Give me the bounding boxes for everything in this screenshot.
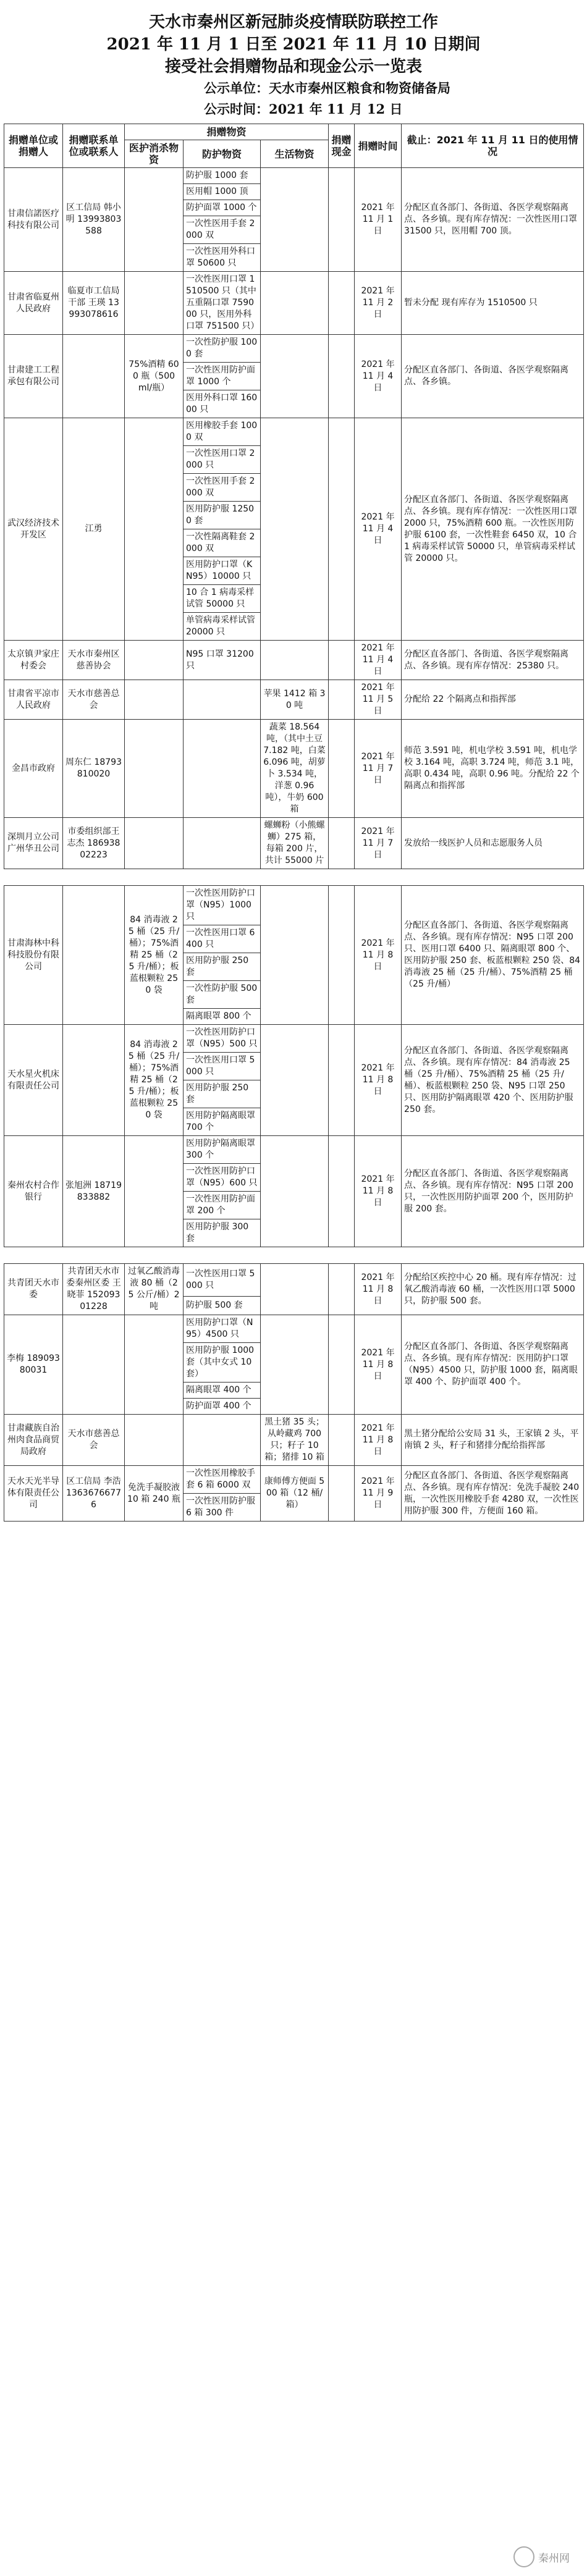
header-goods: 捐赠物资 [125,124,329,140]
medical-cell [125,272,184,335]
donor-cell: 甘肃建工工程承包有限公司 [4,335,63,418]
contact-cell: 共青团天水市委秦州区委 王晓菲 15209301228 [63,1264,125,1315]
usage-cell: 分配区直各部门、各街道、各医学观察隔离点、各乡镇。现有库存情况：医用防护口罩（N95）4500 只，防护服 1000 套，隔离眼罩 400 个、防护面罩 400 个。 [402,1315,584,1415]
cash-cell [329,1264,355,1315]
time-cell: 2021 年 11 月 8 日 [355,886,402,1025]
protective-cell: 一次性医用口罩 5000 只 [184,1264,261,1297]
table-row [4,418,584,446]
table-row [4,168,584,184]
usage-cell: 发放给一线医护人员和志愿服务人员 [402,818,584,869]
usage-cell: 师范 3.591 吨，机电学校 3.591 吨，机电学校 3.164 吨，高职 3.724 吨，师范 3.1 吨，高职 0.434 吨，高职 0.96 吨。分配给 22 个隔离点和指挥部 [402,720,584,818]
cash-cell [329,1315,355,1415]
contact-cell: 区工信局 李浩 13636766776 [63,1466,125,1522]
donor-cell: 天水天光半导体有限责任公司 [4,1466,63,1522]
header-protective: 防护物资 [184,140,261,168]
living-cell [261,1025,329,1136]
table-row [4,886,584,925]
usage-cell: 分配区直各部门、各街道、各医学观察隔离点、各乡镇。现有库存情况：N95 口罩 200 只、医用口罩 6400 只、隔离眼罩 800 个、医用防护服 250 套、板蓝根颗粒 250 袋、84 消毒液 25 桶（25 升/桶）、75%酒精 25 桶（25 升/桶） [402,886,584,1025]
publisher: 公示单位：天水市秦州区粮食和物资储备局 [204,80,450,96]
time-cell: 2021 年 11 月 8 日 [355,1315,402,1415]
time-cell: 2021 年 11 月 7 日 [355,818,402,869]
cash-cell [329,272,355,335]
medical-cell [125,168,184,272]
donor-cell: 甘肃省临夏州人民政府 [4,272,63,335]
donor-cell: 甘肃海林中科科技股份有限公司 [4,886,63,1025]
usage-cell: 分配区直各部门、各街道、各医学观察隔离点、各乡镇。现有库存情况：25380 只。 [402,641,584,680]
donor-cell: 武汉经济技术开发区 [4,418,63,641]
cash-cell [329,1415,355,1466]
protective-cell: 一次性医用口罩 1510500 只（其中五重隔口罩 759000 只，医用外科口罩 751500 只） [184,272,261,335]
publish-date: 公示时间：2021 年 11 月 12 日 [204,101,403,117]
watermark-text: 秦州网 [538,2552,570,2565]
contact-cell [63,886,125,1025]
protective-cell [184,720,261,818]
medical-cell: 84 消毒液 25 桶（25 升/桶）；75%酒精 25 桶（25 升/桶）；板蓝根颗粒 250 袋 [125,886,184,1025]
header-medical: 医护消杀物资 [125,140,184,168]
group-separator [4,869,584,886]
time-cell: 2021 年 11 月 8 日 [355,1264,402,1315]
usage-cell: 暂未分配 现有库存为 1510500 只 [402,272,584,335]
table-row [4,335,584,363]
donor-cell: 金昌市政府 [4,720,63,818]
document-header [0,0,587,78]
donor-cell: 甘肃藏族自治州肉食品商贸局政府 [4,1415,63,1466]
header-cash: 捐赠现金 [329,124,355,168]
living-cell [261,1136,329,1247]
table-row [4,1025,584,1053]
protective-cell: 一次性医用防护服 6 箱 300 件 [184,1494,261,1522]
donor-cell: 秦州农村合作银行 [4,1136,63,1247]
time-cell: 2021 年 11 月 8 日 [355,1025,402,1136]
table-body [4,168,584,1522]
cash-cell [329,641,355,680]
table-row [4,818,584,869]
contact-cell: 临夏市工信局干部 王瑛 13993078616 [63,272,125,335]
cash-cell [329,818,355,869]
medical-cell [125,418,184,641]
protective-cell [184,818,261,869]
living-cell: 螺蛳粉（小熊螺蛳）275 箱，每箱 200 片，共计 55000 片 [261,818,329,869]
donor-cell: 天水星火机床有限责任公司 [4,1025,63,1136]
time-cell: 2021 年 11 月 9 日 [355,1466,402,1522]
protective-cell: 一次性隔离鞋套 2000 双 [184,529,261,557]
protective-cell: 防护服 500 套 [184,1296,261,1315]
time-cell: 2021 年 11 月 1 日 [355,168,402,272]
cash-cell [329,680,355,720]
time-cell: 2021 年 11 月 8 日 [355,1415,402,1466]
protective-cell: 医用防护服 250 套 [184,953,261,981]
title-line-1: 天水市秦州区新冠肺炎疫情联防联控工作 [148,13,438,32]
cash-cell [329,418,355,641]
living-cell: 黑土猪 35 头；从岭藏鸡 700 只；籽子 10 箱；猪排 10 箱 [261,1415,329,1466]
protective-cell: 一次性医用防护面罩 1000 个 [184,363,261,390]
cash-cell [329,335,355,418]
group-separator [4,1247,584,1264]
medical-cell [125,680,184,720]
time-cell: 2021 年 11 月 4 日 [355,335,402,418]
protective-cell: 医用防护服 1000 套（其中女式 10 套） [184,1343,261,1383]
contact-cell: 天水市慈善总会 [63,1415,125,1466]
contact-cell [63,1025,125,1136]
protective-cell: 一次性医用防护口罩（N95）1000 只 [184,886,261,925]
contact-cell: 天水市慈善总会 [63,680,125,720]
separator-cell [4,869,584,886]
watermark-logo-icon [513,2546,534,2567]
protective-cell: 医用防护口罩（N95）4500 只 [184,1315,261,1343]
table-row [4,1136,584,1164]
usage-cell: 分配区直各部门、各街道、各医学观察隔离点、各乡镇。现有库存情况：一次性医用口罩 31500 只，医用帽 700 顶。 [402,168,584,272]
protective-cell: 医用防护服 12500 套 [184,502,261,529]
table-row [4,1264,584,1297]
medical-cell: 75%酒精 600 瓶（500 ml/瓶） [125,335,184,418]
time-cell: 2021 年 11 月 2 日 [355,272,402,335]
medical-cell [125,641,184,680]
protective-cell: N95 口罩 31200 只 [184,641,261,680]
contact-cell: 区工信局 韩小明 13993803588 [63,168,125,272]
usage-cell: 分配区直各部门、各街道、各医学观察隔离点、各乡镇。现有库存情况：一次性医用口罩 2000 只，75%酒精 600 瓶。一次性医用防护服 6100 套，一次性鞋套 6450 双，10 合 1 病毒采样试管 50000 只，单管病毒采样试管 20000 只。 [402,418,584,641]
protective-cell: 一次性防护服 1000 套 [184,335,261,363]
usage-cell: 分配区直各部门、各街道、各医学观察隔离点、各乡镇。现有库存情况：免洗手凝胶 240 瓶，一次性医用橡胶手套 4280 双，一次性医用防护服 300 件，方便面 160 箱。 [402,1466,584,1522]
protective-cell: 一次性医用外科口罩 50600 只 [184,244,261,272]
donor-cell: 太京镇尹家庄村委会 [4,641,63,680]
living-cell [261,1315,329,1415]
donor-cell: 李梅 18909380031 [4,1315,63,1415]
table-row [4,641,584,680]
protective-cell: 一次性医用防护口罩（N95）500 只 [184,1025,261,1053]
donor-cell: 深圳月立公司广州华丑公司 [4,818,63,869]
protective-cell: 一次性医用口罩 6400 只 [184,925,261,953]
cash-cell [329,1025,355,1136]
title-line-3: 接受社会捐赠物品和现金公示一览表 [164,57,422,76]
header-donor: 捐赠单位或捐赠人 [4,124,63,168]
protective-cell: 医用防护隔离眼罩 700 个 [184,1108,261,1136]
protective-cell: 医用帽 1000 顶 [184,184,261,200]
protective-cell: 防护面罩 1000 个 [184,200,261,216]
protective-cell: 医用防护服 250 套 [184,1080,261,1108]
protective-cell: 一次性医用防护面罩 200 个 [184,1192,261,1219]
cash-cell [329,1466,355,1522]
living-cell: 康师傅方便面 500 箱（12 桶/箱） [261,1466,329,1522]
protective-cell: 一次性医用口罩 2000 只 [184,446,261,474]
usage-cell: 黑土猪分配给公安局 31 头，王家镇 2 头，平南镇 2 头，籽子和猪排分配给指挥部 [402,1415,584,1466]
protective-cell: 一次性医用手套 2000 双 [184,216,261,244]
contact-cell: 张旭洲 18719833882 [63,1136,125,1247]
living-cell [261,1264,329,1315]
cash-cell [329,886,355,1025]
protective-cell: 防护面罩 400 个 [184,1399,261,1415]
contact-cell: 市委组织部王志杰 18693802223 [63,818,125,869]
protective-cell: 10 合 1 病毒采样试管 50000 只 [184,585,261,613]
donation-table [4,124,584,1522]
table-row [4,1315,584,1343]
table-row [4,680,584,720]
header-living: 生活物资 [261,140,329,168]
protective-cell: 医用防护口罩（KN95）10000 只 [184,557,261,585]
medical-cell [125,1315,184,1415]
protective-cell: 隔离眼罩 800 个 [184,1009,261,1025]
medical-cell [125,720,184,818]
medical-cell [125,1415,184,1466]
cash-cell [329,168,355,272]
medical-cell: 免洗手凝胶液 10 箱 240 瓶 [125,1466,184,1522]
protective-cell: 医用外科口罩 16000 只 [184,390,261,418]
time-cell: 2021 年 11 月 8 日 [355,1136,402,1247]
protective-cell: 单管病毒采样试管 20000 只 [184,613,261,641]
medical-cell: 84 消毒液 25 桶（25 升/桶）；75%酒精 25 桶（25 升/桶）；板蓝根颗粒 250 袋 [125,1025,184,1136]
protective-cell [184,680,261,720]
medical-cell [125,1136,184,1247]
usage-cell: 分配区直各部门、各街道、各医学观察隔离点、各乡镇。现有库存情况：84 消毒液 25 桶（25 升/桶）、75%酒精 25 桶（25 升/桶）、板蓝根颗粒 250 袋、N95 口罩 250 只、医用防护隔离眼罩 420 个、医用防护服 250 套。 [402,1025,584,1136]
living-cell [261,886,329,1025]
donor-cell: 甘肃信諾医疗科技有限公司 [4,168,63,272]
header-contact: 捐赠联系单位或联系人 [63,124,125,168]
protective-cell: 医用橡胶手套 1000 双 [184,418,261,446]
living-cell [261,168,329,272]
usage-cell: 分配区直各部门、各街道、各医学观察隔离点、各乡镇。 [402,335,584,418]
donor-cell: 甘肃省平凉市人民政府 [4,680,63,720]
protective-cell [184,1415,261,1466]
living-cell [261,641,329,680]
separator-cell [4,1247,584,1264]
table-row [4,1466,584,1494]
usage-cell: 分配区直各部门、各街道、各医学观察隔离点、各乡镇。现有库存情况：N95 口罩 200 只，一次性医用防护面罩 200 个，医用防护服 200 套。 [402,1136,584,1247]
protective-cell: 一次性医用口罩 5000 只 [184,1053,261,1080]
contact-cell: 江勇 [63,418,125,641]
living-cell: 蔬菜 18.564 吨，（其中土豆 7.182 吨，白菜 6.096 吨，胡萝卜 3.534 吨，洋葱 0.96 吨），牛奶 600 箱 [261,720,329,818]
contact-cell [63,335,125,418]
contact-cell [63,1315,125,1415]
time-cell: 2021 年 11 月 7 日 [355,720,402,818]
table-row [4,720,584,818]
protective-cell: 医用防护隔离眼罩 300 个 [184,1136,261,1164]
time-cell: 2021 年 11 月 5 日 [355,680,402,720]
contact-cell: 天水市秦州区慈善协会 [63,641,125,680]
protective-cell: 一次性防护服 500 套 [184,981,261,1009]
watermark [513,2546,570,2567]
protective-cell: 医用防护服 300 套 [184,1219,261,1247]
protective-cell: 一次性医用防护口罩（N95）600 只 [184,1164,261,1192]
title-line-2: 2021 年 11 月 1 日至 2021 年 11 月 10 日期间 [106,35,481,54]
living-cell [261,335,329,418]
medical-cell: 过氧乙酸消毒液 80 桶（25 公斤/桶）2 吨 [125,1264,184,1315]
usage-cell: 分配给 22 个隔离点和指挥部 [402,680,584,720]
protective-cell: 隔离眼罩 400 个 [184,1383,261,1399]
table-row [4,1415,584,1466]
living-cell: 苹果 1412 箱 30 吨 [261,680,329,720]
living-cell [261,272,329,335]
contact-cell: 周东仁 18793810020 [63,720,125,818]
protective-cell: 一次性医用橡胶手套 6 箱 6000 双 [184,1466,261,1494]
time-cell: 2021 年 11 月 4 日 [355,641,402,680]
cash-cell [329,1136,355,1247]
time-cell: 2021 年 11 月 4 日 [355,418,402,641]
donor-cell: 共青团天水市委 [4,1264,63,1315]
protective-cell: 防护服 1000 套 [184,168,261,184]
header-usage: 截止：2021 年 11 月 11 日的使用情况 [402,124,584,168]
living-cell [261,418,329,641]
table-row [4,272,584,335]
medical-cell [125,818,184,869]
cash-cell [329,720,355,818]
protective-cell: 一次性医用手套 2000 双 [184,474,261,502]
usage-cell: 分配给区疾控中心 20 桶。现有库存情况：过氧乙酸消毒液 60 桶，一次性医用口罩 5000 只，防护服 500 套。 [402,1264,584,1315]
header-time: 捐赠时间 [355,124,402,168]
